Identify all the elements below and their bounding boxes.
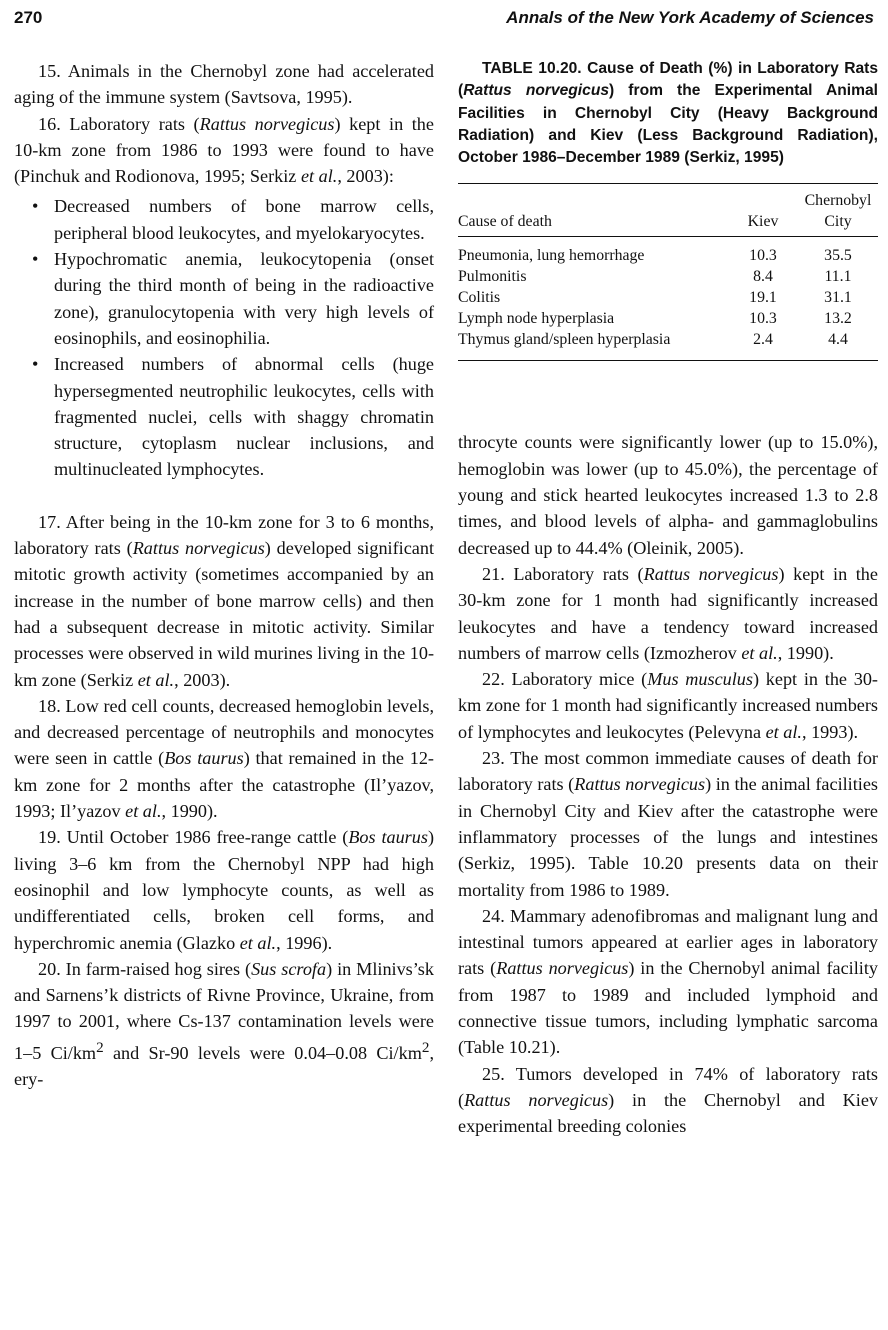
list-item: • Increased numbers of abnormal cells (huge hypersegmented neutrophilic leukocytes, cells with fragmented nuclei, cells with shaggy chromatin structure, cytoplasm nuclear inclusions, and multinucleated lymphocytes. xyxy=(14,351,434,482)
list-item: • Hypochromatic anemia, leukocytopenia (onset during the third month of being in the radioactive zone), granulocytopenia with very high levels of eosinophils, and eosinophilia. xyxy=(14,246,434,351)
right-column xyxy=(458,58,878,1140)
table-row xyxy=(458,266,878,287)
table-cell: Lymph node hyperplasia xyxy=(458,310,615,328)
table-row xyxy=(458,329,878,361)
paragraph-23: 23. The most common immediate causes of death for laboratory rats (Rattus norvegicus) in the animal facilities in Chernobyl City and Kiev after the catastrophe were inflammatory processes of the lungs and intestines (Serkiz, 1995). Table 10.20 presents data on their mortality from 1986 to 1989. xyxy=(458,748,878,900)
column-header: Kiev xyxy=(728,184,798,237)
table-cell: 10.3 xyxy=(749,310,777,328)
page-number: 270 xyxy=(14,8,43,27)
species-name: Mus musculus xyxy=(647,669,753,690)
table-header-row xyxy=(458,184,878,237)
journal-title: Annals of the New York Academy of Sciences xyxy=(506,8,874,27)
findings-list xyxy=(14,193,434,482)
paragraph-19: 19. Until October 1986 free-range cattle (Bos taurus) living 3–6 km from the Chernobyl NPP had high eosinophil and low lymphocyte counts, as well as undifferentiated cells, broken cell forms, and hyperchromic anemia (Glazko et al., 1996). xyxy=(14,827,434,953)
paragraph-25: 25. Tumors developed in 74% of laboratory rats (Rattus norvegicus) in the Chernobyl and Kiev experimental breeding colonies xyxy=(458,1063,878,1137)
table-cell: 19.1 xyxy=(749,289,777,307)
table-cell: 2.4 xyxy=(728,329,798,361)
table-cell: 10.3 xyxy=(749,247,777,265)
table-row xyxy=(458,308,878,329)
species-name: Rattus norvegicus xyxy=(199,113,335,134)
species-name: Bos taurus xyxy=(164,748,244,769)
species-name: Rattus norvegicus xyxy=(464,1089,609,1110)
species-name: Rattus norvegicus xyxy=(132,538,265,559)
paragraph-16: 16. Laboratory rats (Rattus norvegicus) kept in the 10-km zone from 1986 to 1993 were found to have (Pinchuk and Rodionova, 1995; Serkiz et al., 2003): xyxy=(14,113,434,187)
table-cell: Pulmonitis xyxy=(458,268,527,286)
paragraph-20: 20. In farm-raised hog sires (Sus scrofa) in Mlinivs’sk and Sarnens’k districts of Rivne Province, Ukraine, from 1997 to 2001, where Cs-137 contamination levels were 1–5 $Ci/km^2$ and Sr-90 levels were 0.04–0.08 $Ci/km^2$, ery- xyxy=(14,958,434,1090)
table-cell: 11.1 xyxy=(824,268,852,286)
table-cell: 4.4 xyxy=(798,329,878,361)
species-name: Rattus norvegicus xyxy=(496,958,629,979)
paragraph-17: 17. After being in the 10-km zone for 3 to 6 months, laboratory rats (Rattus norvegicus) developed significant mitotic growth activity (sometimes accompanied by an increase in the number of bone marrow cells) and then had a subsequent decrease in mitotic activity. Similar processes were observed in wild murines living in the 10-km zone (Serkiz et al., 2003). xyxy=(14,511,434,690)
table-cell: Thymus gland/spleen hyperplasia xyxy=(458,329,728,361)
species-name: Rattus norvegicus xyxy=(643,563,779,584)
cause-of-death-table xyxy=(458,183,878,361)
column-header: Chernobyl City xyxy=(798,184,878,237)
table-caption: TABLE 10.20. Cause of Death (%) in Laboratory Rats (Rattus norvegicus) from the Experimental Animal Facilities in Chernobyl City (Heavy Background Radiation) and Kiev (Less Background Radiation), October 1986–December 1989 (Serkiz, 1995) xyxy=(458,60,878,167)
page-header xyxy=(14,8,874,34)
paragraph-15: 15. Animals in the Chernobyl zone had accelerated aging of the immune system (Savtsova, 1995). xyxy=(14,61,434,108)
table-row xyxy=(458,287,878,308)
table-cell: 8.4 xyxy=(753,268,773,286)
table-cell: Colitis xyxy=(458,289,501,307)
species-name: Rattus norvegicus xyxy=(574,774,706,795)
paragraph-21: 21. Laboratory rats (Rattus norvegicus) kept in the 30-km zone for 1 month had significantly increased leukocytes and have a tendency toward increased numbers of marrow cells (Izmozherov et al., 1990). xyxy=(458,563,878,663)
table-cell: 13.2 xyxy=(824,310,852,328)
column-header: Cause of death xyxy=(458,184,728,237)
species-name: Bos taurus xyxy=(348,827,428,848)
paragraph-18: 18. Low red cell counts, decreased hemoglobin levels, and decreased percentage of neutrophils and monocytes were seen in cattle (Bos taurus) that remained in the 12-km zone for 2 months after the catastrophe (Il’yazov, 1993; Il’yazov et al., 1990). xyxy=(14,695,434,822)
table-cell: 31.1 xyxy=(824,289,852,307)
table-cell: 35.5 xyxy=(824,247,852,265)
spacer xyxy=(458,361,878,429)
table-cell: Pneumonia, lung hemorrhage xyxy=(458,247,645,265)
paragraph-22: 22. Laboratory mice (Mus musculus) kept in the 30-km zone for 1 month had significantly increased numbers of lymphocytes and leukocytes (Pelevyna et al., 1993). xyxy=(458,669,878,742)
left-column xyxy=(14,58,434,1092)
table-row xyxy=(458,237,878,267)
list-item: • Decreased numbers of bone marrow cells, peripheral blood leukocytes, and myelokaryocytes. xyxy=(14,193,434,246)
paragraph-20-continued: throcyte counts were significantly lower (up to 15.0%), hemoglobin was lower (up to 45.0%), the percentage of young and stick hearted leukocytes increased 1.3 to 2.8 times, and blood levels of alpha- and gammaglobulins decreased up to 44.4% (Oleinik, 2005). xyxy=(458,432,878,558)
species-name: Sus scrofa xyxy=(251,958,327,979)
paragraph-24: 24. Mammary adenofibromas and malignant lung and intestinal tumors appeared at earlier ages in laboratory rats (Rattus norvegicus) in the Chernobyl animal facility from 1987 to 1989 and included lymphoid and connective tissue tumors, including lymphatic sarcoma (Table 10.21). xyxy=(458,905,878,1058)
